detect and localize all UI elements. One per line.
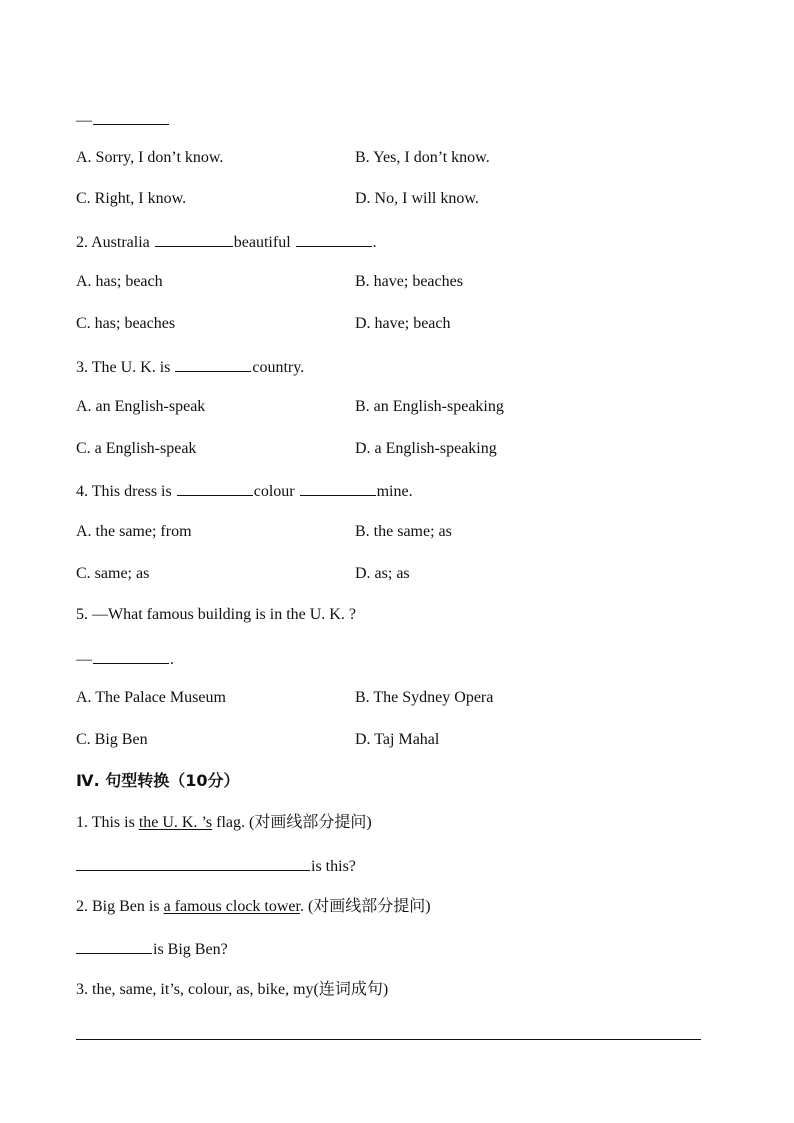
- s4-item-1-answer-blank[interactable]: [76, 854, 310, 871]
- q2-option-d[interactable]: D. have; beach: [355, 315, 451, 332]
- q4-option-b[interactable]: B. the same; as: [355, 523, 452, 540]
- q2-blank-2[interactable]: [296, 230, 372, 247]
- q3-option-c[interactable]: C. a English-speak: [76, 440, 197, 457]
- q3-option-a[interactable]: A. an English-speak: [76, 398, 206, 415]
- s4-item-2-answer-line: [76, 937, 228, 959]
- q2-middle: beautiful: [233, 234, 291, 251]
- s4-item-1-answer-line: [76, 854, 356, 876]
- q5-answer-line: [76, 647, 174, 669]
- q4-option-d[interactable]: D. as; as: [355, 565, 410, 582]
- q3-blank[interactable]: [175, 355, 251, 372]
- q4-middle: colour: [253, 483, 295, 500]
- q3-end: country.: [252, 359, 305, 376]
- q4-end: mine.: [376, 483, 413, 500]
- q4-option-a[interactable]: A. the same; from: [76, 523, 192, 540]
- s4-item-1: [76, 812, 372, 834]
- q1-option-a[interactable]: A. Sorry, I don’t know.: [76, 149, 224, 166]
- s4-item-1-prefix: 1. This is: [76, 814, 139, 831]
- s4-item-1-underlined: the U. K. ’s: [138, 814, 213, 831]
- section-4-heading: Ⅳ. 句型转换（10分）: [76, 771, 240, 790]
- q4-prefix: 4. This dress is: [76, 483, 172, 500]
- q5-answer-end: .: [170, 651, 174, 668]
- q2-option-a[interactable]: A. has; beach: [76, 273, 163, 290]
- s4-item-2-answer-end: is Big Ben?: [153, 941, 228, 958]
- q3-option-b[interactable]: B. an English-speaking: [355, 398, 504, 415]
- q5-option-a[interactable]: A. The Palace Museum: [76, 689, 226, 706]
- q4-stem: [76, 479, 413, 501]
- s4-item-2-answer-blank[interactable]: [76, 937, 152, 954]
- s4-item-1-suffix: flag. (对画线部分提问): [212, 814, 372, 831]
- q5-option-d[interactable]: D. Taj Mahal: [355, 731, 440, 748]
- q1-answer-line: [76, 108, 170, 130]
- s4-item-3: 3. the, same, it’s, colour, as, bike, my(连词成句): [76, 981, 389, 998]
- q1-answer-blank[interactable]: [93, 108, 169, 125]
- q1-option-d[interactable]: D. No, I will know.: [355, 190, 479, 207]
- q1-answer-dash: —: [76, 112, 92, 129]
- q3-option-d[interactable]: D. a English-speaking: [355, 440, 497, 457]
- q5-option-c[interactable]: C. Big Ben: [76, 731, 148, 748]
- q1-option-b[interactable]: B. Yes, I don’t know.: [355, 149, 490, 166]
- q4-blank-1[interactable]: [177, 479, 253, 496]
- q5-answer-blank[interactable]: [93, 647, 169, 664]
- q5-answer-dash: —: [76, 651, 92, 668]
- s4-item-1-answer-end: is this?: [311, 858, 356, 875]
- q1-option-c[interactable]: C. Right, I know.: [76, 190, 187, 207]
- q3-stem: [76, 355, 304, 377]
- q2-blank-1[interactable]: [155, 230, 233, 247]
- q2-prefix: 2. Australia: [76, 234, 150, 251]
- s4-item-2: [76, 896, 431, 918]
- q4-option-c[interactable]: C. same; as: [76, 565, 150, 582]
- q5-question: 5. —What famous building is in the U. K. ?: [76, 606, 356, 623]
- q2-stem: [76, 230, 377, 252]
- q2-option-c[interactable]: C. has; beaches: [76, 315, 176, 332]
- s4-item-3-answer-line[interactable]: [76, 1039, 701, 1040]
- q2-end: .: [372, 234, 377, 251]
- q5-option-b[interactable]: B. The Sydney Opera: [355, 689, 494, 706]
- s4-item-2-underlined: a famous clock tower: [163, 898, 300, 915]
- s4-item-2-prefix: 2. Big Ben is: [76, 898, 164, 915]
- s4-item-2-suffix: . (对画线部分提问): [299, 898, 431, 915]
- q3-prefix: 3. The U. K. is: [76, 359, 171, 376]
- q2-option-b[interactable]: B. have; beaches: [355, 273, 463, 290]
- q4-blank-2[interactable]: [300, 479, 376, 496]
